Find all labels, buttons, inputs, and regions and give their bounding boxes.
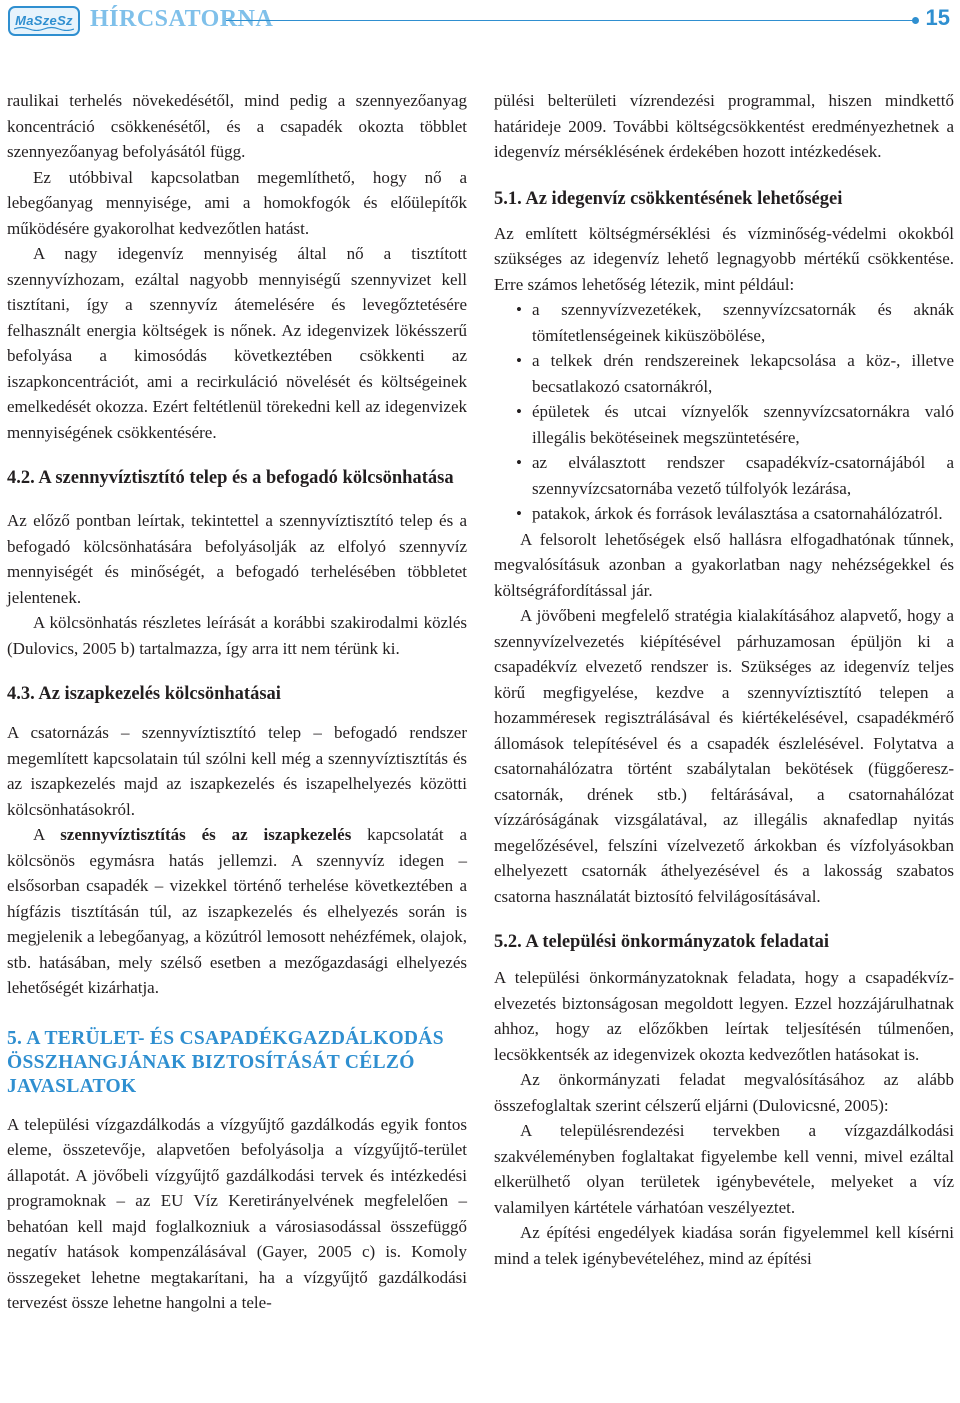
paragraph: A csatornázás – szennyvíztisztító telep – befogadó rendszer megemlített kapcsolatain túl szólni kell még a szennyvíztisztítás és az iszapkezelés majd az iszapkezelés és iszapelhelyezés közötti kölcsönhatásokról. — [7, 723, 467, 819]
list-item — [494, 501, 954, 527]
paragraph: A felsorolt lehetőségek első hallásra elfogadhatónak tűnnek, megvalósításuk azonban a gyakorlatban nagy nehézségekkel és költségráfordítással jár. — [494, 529, 954, 600]
list-item-text: épületek és utcai víznyelők szennyvízcsatornákra való illegális bekötéseinek megszüntetésére, — [532, 402, 954, 447]
bullet-icon: • — [516, 300, 522, 319]
bullet-icon: • — [516, 402, 522, 421]
paragraph: A települési vízgazdálkodás a vízgyűjtő gazdálkodás egyik fontos eleme, összetevője, alapvetően befolyásolja a vízgyűjtő-terület állapotát. A jövőbeli vízgyűjtő gazdálkodási tervek és intézkedési programoknak – az EU Víz Keretirányelvének megfelelően – behatóan kell majd foglalkozniuk a városiasodással összefüggő negatív hatások kompenzálásával (Gayer, 2005 c) is. Komoly összegeket lehetne megtakarítani, ha a vízgyűjtő gazdálkodási tervezést össze lehetne hangolni a tele- — [7, 1114, 467, 1312]
bullet-icon: • — [516, 351, 522, 370]
masthead-title: HÍRCSATORNA — [90, 6, 274, 32]
logo-text: MaSzeSz — [15, 13, 73, 28]
list-item-text: az elválasztott rendszer csapadékvíz-csatornájából a szennyvízcsatornába vezető túlfolyók lezárása, — [532, 453, 954, 498]
paragraph: A kölcsönhatás részletes leírását a korábbi szakirodalmi közlés (Dulovics, 2005 b) tartalmazza, így arra itt nem térünk ki. — [7, 613, 467, 658]
header-rule — [226, 20, 914, 21]
paragraph: Az említett költségmérséklési és vízminőség-védelmi okokból szükséges az idegenvíz lehető legnagyobb mértékű csökkentése. Erre számos lehetőség létezik, mint például: — [494, 223, 954, 294]
section-heading-5-2: 5.2. A települési önkormányzatok feladatai — [494, 932, 830, 952]
list-item-text: patakok, árkok és források leválasztása a csatornahálózatról. — [532, 504, 943, 523]
list-item — [494, 297, 954, 348]
paragraph: Az építési engedélyek kiadása során figyelemmel kell kísérni mind a telek igénybevételéhez, mind az építési — [494, 1223, 954, 1268]
paragraph — [7, 822, 467, 1001]
list-item — [494, 399, 954, 450]
page-header — [0, 0, 960, 44]
left-column — [7, 88, 467, 1316]
paragraph: raulikai terhelés növekedésétől, mind pedig a szennyezőanyag koncentráció csökkenésétől, és a csapadék okozta többlet szennyezőanyag befolyásától függ. — [7, 91, 467, 161]
page-number: 15 — [925, 5, 950, 30]
paragraph: Az önkormányzati feladat megvalósításához az alább összefoglaltak szerint célszerű eljárni (Dulovicsné, 2005): — [494, 1070, 954, 1115]
paragraph-text: kapcsolatát a kölcsönös egymásra hatás jellemzi. A szennyvíz idegen – elsősorban csapadék – vizekkel történő terhelése következtében a hígfázis tisztításán túl, az iszapkezelés és elhelyezés során is megjelenik a lebegőanyag, a közútról lemosott nehézfémek, olajok, stb. hatásában, mely szélső esetben a mezőgazdasági elhelyezés lehetőségét kizárhatja. — [7, 825, 467, 997]
header-rule-end-dot — [912, 17, 919, 24]
bullet-list — [494, 297, 954, 527]
section-heading-4-3: 4.3. Az iszapkezelés kölcsönhatásai — [7, 684, 281, 704]
right-column — [494, 88, 954, 1271]
paragraph: A nagy idegenvíz mennyiség által nő a tisztított szennyvízhozam, ezáltal nagyobb mennyiségű szennyvizet kell tisztítani, így a szennyvíz átemelésére és levegőztetésére felhasznált energia költségek is nőnek. Az idegenvizek lökésszerű befolyása a kimosódás következtében csökkenti az iszapkoncentrációt, ami a recirkuláció növelését és költségeinek emelkedését okozza. Ezért feltétlenül törekedni kell az idegenvizek mennyiségének csökkentésére. — [7, 244, 467, 442]
paragraph-text: A — [33, 825, 61, 844]
bullet-icon: • — [516, 453, 522, 472]
list-item-text: a telkek drén rendszereinek lekapcsolása a köz-, illetve becsatlakozó csatornákról, — [532, 351, 954, 396]
maszesz-logo — [8, 6, 80, 36]
paragraph: A településrendezési tervekben a vízgazdálkodási szakvéleményben foglaltakat figyelembe kell venni, mivel ezáltal elkerülhető olyan területek igénybevétele, melyeket a víz valamilyen kártétele várhatóan veszélyeztet. — [494, 1121, 954, 1217]
paragraph: Ez utóbbival kapcsolatban megemlíthető, hogy nő a lebegőanyag mennyisége, ami a homokfogók és előülepítők működésére gyakorolhat kedvezőtlen hatást. — [7, 167, 467, 238]
section-heading-5-1: 5.1. Az idegenvíz csökkentésének lehetőségei — [494, 188, 843, 209]
list-item — [494, 348, 954, 399]
paragraph: pülési belterületi vízrendezési programmal, hiszen mindkettő határideje 2009. További költségcsökkentést eredményezhetnek a idegenvíz mérséklésének érdekében hozott intézkedések. — [494, 91, 954, 161]
bullet-icon: • — [516, 504, 522, 523]
chapter-heading-5: 5. A TERÜLET- ÉS CSAPADÉKGAZDÁLKODÁS ÖSSZHANGJÁNAK BIZTOSÍTÁSÁT CÉLZÓ JAVASLATOK — [7, 1027, 444, 1097]
bold-phrase: szennyvíztisztítás és az iszapkezelés — [60, 825, 352, 844]
wave-icon — [14, 26, 74, 31]
section-heading-4-2: 4.2. A szennyvíztisztító telep és a befogadó kölcsönhatása — [7, 468, 454, 488]
paragraph: A települési önkormányzatoknak feladata, hogy a csapadékvíz-elvezetés biztonságosan megoldott legyen. Ezzel hozzájárulhatnak ahhoz, hogy az előzőkben leírtak teljesítésén túlmenően, lecsökkentsék az idegenvizek okozta kedvezőtlen hatásokat is. — [494, 968, 954, 1064]
paragraph: Az előző pontban leírtak, tekintettel a szennyvíztisztító telep és a befogadó kölcsönhatására befolyásolják az elfolyó szennyvíz mennyiségét és minőségét, a befogadó terhelésében többletet jelentenek. — [7, 511, 467, 607]
list-item-text: a szennyvízvezetékek, szennyvízcsatornák és aknák tömítetlenségeinek kiküszöbölése, — [532, 300, 954, 345]
list-item — [494, 450, 954, 501]
paragraph: A jövőbeni megfelelő stratégia kialakításához alapvető, hogy a szennyvízelvezetés kiépítésével párhuzamosan épüljön ki a csapadékvíz elvezető rendszer is. Szükséges az idegenvíz teljes körű megfigyelése, kezdve a szennyvíztisztító telepen a hozamméresek regisztrálásával és kiértékelésével, csapadékmérő állomások telepítésével és a csapadék észlelésével. Folytatva a csatornahálózatra történt szabálytalan bekötések (függőeresz-csatornák, drének stb.) feltárásával, a csatornahálózat vízzáróságának vizsgálatával, az illegális aknafedlap nyitás megelőzésével, felszíni vízelvezető árkokban és vízfolyásokban elhelyezett csatornák áthelyezésével és a lakosság szabatos csatorna használatát biztosító felvilágosításával. — [494, 606, 954, 906]
